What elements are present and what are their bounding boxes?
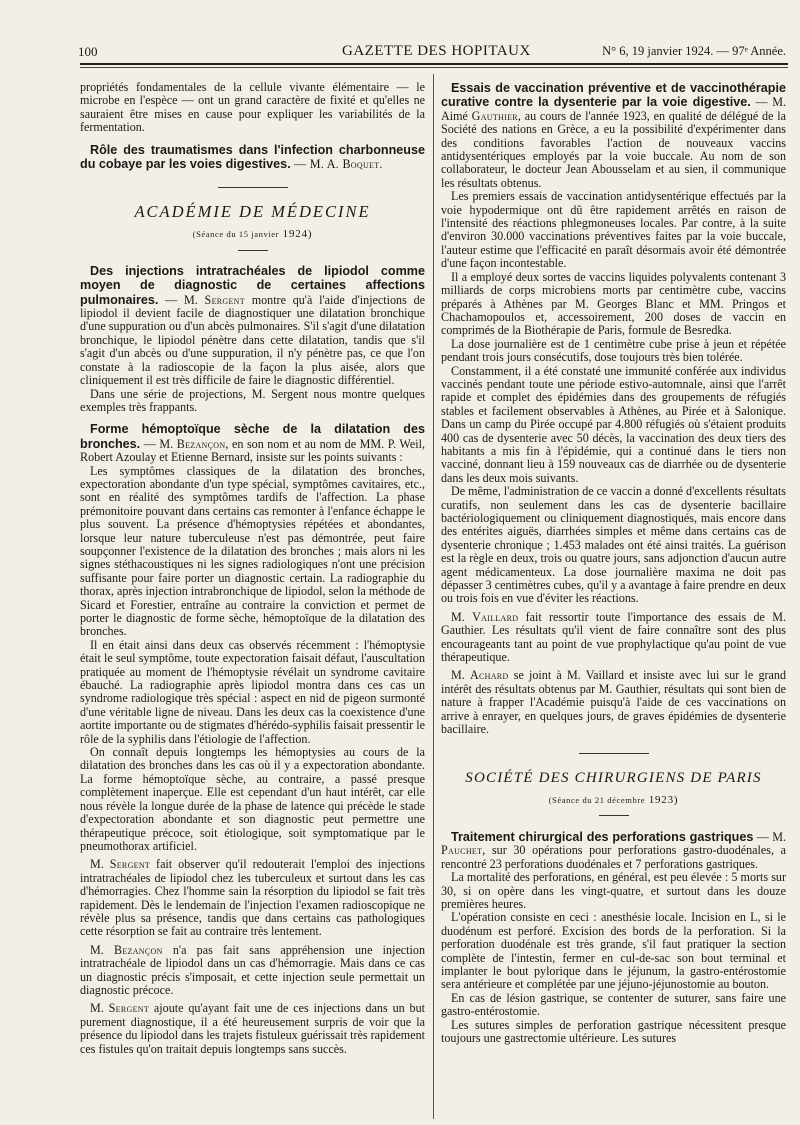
- article-heading-lipiodol: Des injections intratrachéales de lipiodol comme moyen de diagnostic de certaines affections pulmonaires.: [80, 263, 425, 307]
- paragraph-sutures: Les sutures simples de perforation gastrique nécessitent presque toujours une gastrectomie ultérieure. Les sutures: [441, 1017, 786, 1045]
- page-number: 100: [78, 44, 98, 59]
- paragraph-on-connait: On connaît depuis longtemps les hémoptysies au cours de la dilatation des bronches dans les cas où il y a expectoration abondante. La forme hémoptoïque sèche, au contraire, a passé presque complètement inaperçue. Elle est cependant d'un haut intérêt, car elle nous révèle la longue durée de la phase de latence qui précède le stade d'expectoration abondante et son diagnostic peut permettre une thérapeutique précoce, soit étiologique, soit symptomatique par le pneumothorax artificiel.: [80, 745, 425, 853]
- paragraph-lesion: En cas de lésion gastrique, se contenter de suturer, sans faire une gastro-entérostomie.: [441, 990, 786, 1019]
- paragraph-lipiodol-2: Dans une série de projections, M. Sergent nous montre quelques exemples très frappants.: [80, 386, 425, 414]
- paragraph-achard: M. Achard se joint à M. Vaillard et insiste avec lui sur le grand intérêt des résultats obtenus par M. Gauthier, résultats qui sont bien de nature à frapper l'Académie puisqu'à l'aide de ces vaccinations on arrive à enrayer, en quelques jours, de graves épidémies de dysenterie bacillaire.: [441, 668, 786, 737]
- paragraph-dose: La dose journalière est de 1 centimètre cube prise à jeun et répétée pendant trois jours consécutifs, dose toujours très bien tolérée.: [441, 336, 786, 365]
- issue-info: N° 6, 19 janvier 1924. — 97ᵉ Année.: [602, 44, 786, 58]
- paragraph-sergent-2: M. Sergent fait observer qu'il redouterait l'emploi des injections intratrachéales de lipiodol chez les tuberculeux et surtout dans les cas d'hémorragies. Chez l'homme sain la résorption du lipiodol se fait très rapidement. Dès le lendemain de l'injection l'examen radioscopique ne révèle plus sa présence, tandis que dans certains cas pathologiques cette résorption se fait au contraire très lentement.: [80, 857, 425, 939]
- paragraph-premiers: Les premiers essais de vaccination antidysentérique effectués par la voie hypodermique ont dû être rapidement arrêtés en raison de l'intensité des réactions phlegmoneuses locales. Par contre, à la suite d'environ 30.000 vaccinations préventives faites par la voie buccale, l'auteur estime que l'efficacité en paraît désormais avoir été démontrée d'une façon incontestable.: [441, 189, 786, 271]
- article-heading-perforations: Traitement chirurgical des perforations gastriques: [451, 829, 754, 844]
- article-heading-vaccination: Essais de vaccination préventive et de vaccinothérapie curative contre la dysenterie par la voie digestive.: [441, 81, 786, 110]
- paragraph-mortalite: La mortalité des perforations, en général, est peu élevée : 5 morts sur 30, si on opère dans les vingt-quatre, et surtout dans les douze premières heures.: [441, 870, 786, 911]
- author-gauthier: Gauthier: [471, 108, 518, 123]
- header-rule: [80, 63, 788, 65]
- section-seance-societe: (Séance du 21 décembre 1923): [548, 793, 679, 806]
- section-societe: [441, 753, 786, 816]
- paragraph-intro: propriétés fondamentales de la cellule vivante élémentaire — le microbe en l'espèce — ont un grand caractère de fixité et qu'elles ne sauraient être mises en cause pour expliquer les variabilités de la fermentation.: [80, 80, 425, 135]
- paragraph-constamment: Constamment, il a été constaté une immunité conférée aux individus vaccinés pendant toute une période estivo-automnale, ainsi que l'arrêt rapide et complet des épidémies dans des groupements de réfugiés stables et facilement observables à Athènes, au Pirée et à Salonique. Dans un camp du Pirée occupé par 4.800 réfugiés où s'étaient produits 400 cas de dysenterie avec 50 décès, la vaccination des deux tiers des habitants a mis fin à l'épidémie, qui a continué dans le tiers non vacciné, donnant lieu à 159 nouveaux cas de diarrhée ou de dysenterie dans les deux mois suivants.: [441, 363, 786, 485]
- section-academie: [80, 187, 425, 250]
- section-rule: [218, 187, 288, 188]
- header-rule-thin: [80, 67, 788, 68]
- author-sergent: Sergent: [204, 292, 245, 307]
- paragraph-deux-cas: Il en était ainsi dans deux cas observés récemment : l'hémoptysie était le seul symptôme, toute expectoration faisait défaut, l'auscultation pratiquée au moment de l'hémoptysie révélait un syndrome cavitaire ébauché. La radiographie après lipiodol montra dans ces cas un syndrome radiologique très spécial : aspect en nid de pigeon surmonté d'une véritable ligne de niveau. Dans les deux cas la coexistence d'une aortite importante ou de stigmates d'hérédo-syphilis faisait pressentir le rôle de la syphilis dans l'étiologie de l'affection.: [80, 637, 425, 746]
- article-heading-hemoptoique: Forme hémoptoïque sèche de la dilatation des bronches.: [80, 422, 425, 451]
- section-seance-academie: (Séance du 15 janvier 1924): [192, 228, 313, 241]
- article-perforations: Traitement chirurgical des perforations gastriques — M. Pauchet, sur 30 opérations pour perforations gastro-duodénales, a rencontré 23 perforations duodénales et 7 perforations gastriques.: [441, 829, 787, 871]
- article-author-bouquet: — M. A. Boquet.: [290, 157, 383, 172]
- paragraph-de-meme: De même, l'administration de ce vaccin a donné d'excellents résultats curatifs, non seulement dans les cas de dysenterie bacillaire bactériologiquement ou cliniquement diagnostiqués, mais encore dans des entérites aiguës, diarrhées simples et même dans certains cas de dysenterie chronique ; 1.453 malades ont été ainsi traités. La guérison est la règle en deux, trois ou quatre jours, sans adjonction d'aucun autre agent médicamenteux. La dose journalière maxima ne doit pas dépasser 3 centimètres cubes, qu'il y a avantage à faire prendre en deux ou trois fois en vue d'éviter les réactions.: [441, 484, 787, 606]
- right-column: [441, 81, 786, 1045]
- author-bezancon: Bezançon: [176, 436, 226, 451]
- article-hemoptoique: Forme hémoptoïque sèche de la dilatation des bronches. — M. Bezançon, en son nom et au nom de MM. P. Weil, Robert Azoulay et Etienne Bernard, insiste sur les points suivants :: [80, 422, 425, 465]
- paragraph-symptomes: Les symptômes classiques de la dilatation des bronches, expectoration abondante d'un type spécial, symptômes cavitaires, etc., sont en réalité des symptômes tardifs de l'affection. La phase prémonitoire pouvant dans certains cas remonter à l'enfance échappe le plus souvent. La présence d'hémoptysies répétées et abondantes, lorsque leur nature tuberculeuse n'est pas démontrée, peut faire soupçonner l'existence de la dilatation des bronches ; mais alors ni les signes stéthacoustiques ni les signes radiologiques n'ont une précision suffisante pour faire porter un diagnostic certain. La radiographie du thorax, après injection intrabronchique de lipiodol, selon la méthode de Sicard et Forestier, entraîne au contraire la conviction et permet de porter le diagnostic de forme sèche, hémoptoïque de la dilatation des bronches.: [80, 463, 425, 639]
- page-header: [78, 40, 786, 62]
- article-vaccination: Essais de vaccination préventive et de vaccinothérapie curative contre la dysenterie par la voie digestive. — M. Aimé Gauthier, au cours de l'année 1923, en qualité de délégué de la Société des nations en Grèce, a eu la possibilité d'expérimenter dans des conditions favorables l'action de nouveaux vaccins antidysentériques employés par la voie buccale. Au nom de son collaborateur, le docteur Jean Abousselam et au sien, il communique les résultats obtenus.: [441, 81, 786, 190]
- paragraph-sergent-3: M. Sergent ajoute qu'ayant fait une de ces injections dans un but purement diagnostique, il a été heureusement surpris de voir que la présence du lipiodol dans les trajets fistuleux guérissait très rapidement ces fistules qu'on traitait depuis longtemps sans succès.: [80, 1001, 425, 1056]
- paragraph-operation: L'opération consiste en ceci : anesthésie locale. Incision en L, si le duodénum est perforé. Excision des bords de la perforation. Si la perforation duodénale est très grande, s'il faut pratiquer la section complète de l'intestin, fermer en cul-de-sac son bout terminal et implanter le bout pylorique dans le jéjunum, la gastro-entérostomie sera antérieure et complétée par une jéjuno-jéjunostomie au bouton.: [441, 910, 786, 992]
- journal-title: GAZETTE DES HOPITAUX: [342, 43, 531, 59]
- article-heading-bouquet: Rôle des traumatismes dans l'infection charbonneuse du cobaye par les voies digestives.: [80, 142, 425, 172]
- article-lipiodol: Des injections intratrachéales de lipiodol comme moyen de diagnostic de certaines affections pulmonaires. — M. Sergent montre qu'à l'aide d'injections de lipiodol il devient facile de diagnostiquer une dilatation bronchique d'une suppuration ou d'un abcès pulmonaires. S'il s'agit d'une dilatation bronchique, le lipiodol pénètre dans cette dilatation, tandis que s'il s'agit d'un abcès ou d'une suppuration, il n'y pénètre pas, ce que l'on constate à la radioscopie de la façon la plus aisée, alors que cliniquement il est très difficile de faire le diagnostic différentiel.: [80, 263, 425, 388]
- paragraph-employe: Il a employé deux sortes de vaccins liquides polyvalents contenant 3 milliards de corps microbiens morts par centimètre cube, vaccins préparés à Athènes par M. Georges Blanc et MM. Pringos et Chachamopoulos et, accessoirement, 200 doses de vaccin en comprimés de la Biothérapie de Paris, formule de Besredka.: [441, 269, 786, 338]
- column-divider: [433, 74, 434, 1119]
- section-title-academie: ACADÉMIE DE MÉDECINE: [134, 202, 371, 222]
- paragraph-vaillard: M. Vaillard fait ressortir toute l'importance des essais de M. Gauthier. Les résultats qu'il vient de faire connaître sont des plus encourageants tant au point de vue prophylactique qu'au point de vue thérapeutique.: [441, 609, 786, 665]
- author-pauchet: Pauchet: [441, 843, 483, 858]
- paragraph-bezancon-2: M. Bezançon n'a pas fait sans appréhension une injection intratrachéale de lipiodol dans un cas d'hémorragie. Mais dans ce cas un diagnostic précis s'imposait, et cette injection seule permettait un diagnostic précoce.: [80, 942, 425, 997]
- left-column: [80, 81, 425, 1056]
- section-rule: [579, 753, 649, 754]
- article-bouquet: [80, 143, 425, 172]
- section-title-societe: SOCIÉTÉ DES CHIRURGIENS DE PARIS: [465, 769, 762, 786]
